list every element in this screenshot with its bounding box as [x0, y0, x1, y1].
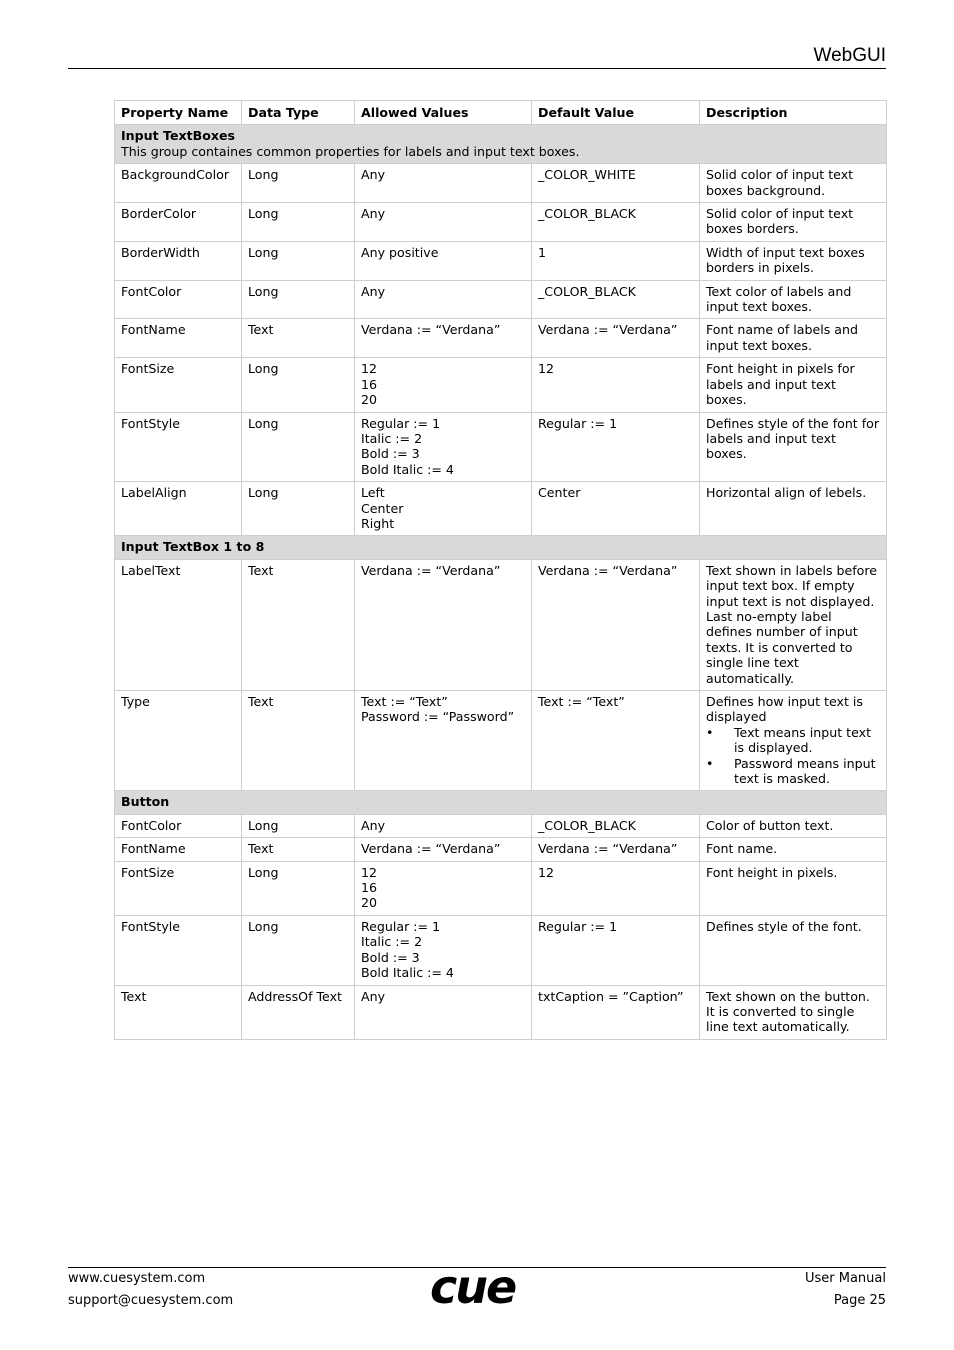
- group-header-row: [115, 536, 887, 559]
- data-type-cell: Text: [242, 319, 355, 358]
- property-name-cell: FontSize: [115, 861, 242, 915]
- group-description: This group containes common properties for labels and input text boxes.: [121, 143, 580, 159]
- group-title: Input TextBox 1 to 8: [121, 539, 265, 555]
- description-cell: Text shown on the button. It is converted to single line text automatically.: [700, 985, 887, 1039]
- data-type-cell: Long: [242, 482, 355, 536]
- allowed-values-cell: 12 16 20: [355, 358, 532, 412]
- default-value-cell: Verdana := “Verdana”: [532, 559, 700, 690]
- description-cell: Horizontal align of lebels.: [700, 482, 887, 536]
- table-row: [115, 358, 887, 412]
- property-name-cell: Text: [115, 985, 242, 1039]
- column-header: Allowed Values: [355, 101, 532, 125]
- description-cell: Solid color of input text boxes background.: [700, 164, 887, 203]
- property-name-cell: FontColor: [115, 814, 242, 837]
- header-divider: [68, 68, 886, 69]
- group-header-row: [115, 125, 887, 164]
- table-row: [115, 814, 887, 837]
- data-type-cell: Long: [242, 814, 355, 837]
- footer-contact: [68, 1268, 233, 1312]
- data-type-cell: Text: [242, 691, 355, 791]
- table-row: [115, 559, 887, 690]
- default-value-cell: 1: [532, 241, 700, 280]
- data-type-cell: Long: [242, 280, 355, 319]
- table-row: [115, 915, 887, 985]
- page-number: Page 25: [833, 1293, 886, 1308]
- description-cell: Defines style of the font.: [700, 915, 887, 985]
- default-value-cell: _COLOR_WHITE: [532, 164, 700, 203]
- default-value-cell: txtCaption = ”Caption”: [532, 985, 700, 1039]
- column-header: Description: [700, 101, 887, 125]
- default-value-cell: _COLOR_BLACK: [532, 280, 700, 319]
- group-title: Input TextBoxes: [121, 128, 236, 144]
- description-cell: Text color of labels and input text boxes.: [700, 280, 887, 319]
- property-name-cell: FontColor: [115, 280, 242, 319]
- property-name-cell: LabelAlign: [115, 482, 242, 536]
- description-cell: [700, 691, 887, 791]
- description-cell: Text shown in labels before input text box. If empty input text is not displayed. Last no-empty label defines number of input texts. It is converted to single line text automatically.: [700, 559, 887, 690]
- description-bullet-list: [706, 725, 880, 787]
- data-type-cell: AddressOf Text: [242, 985, 355, 1039]
- data-type-cell: Long: [242, 358, 355, 412]
- data-type-cell: Long: [242, 861, 355, 915]
- footer-page-info: [805, 1268, 886, 1312]
- properties-table: [114, 100, 887, 1040]
- table-row: [115, 985, 887, 1039]
- table-row: [115, 280, 887, 319]
- property-name-cell: FontStyle: [115, 412, 242, 482]
- table-row: [115, 838, 887, 861]
- property-name-cell: FontSize: [115, 358, 242, 412]
- table-row: [115, 861, 887, 915]
- table-row: [115, 203, 887, 242]
- default-value-cell: _COLOR_BLACK: [532, 203, 700, 242]
- table-row: [115, 241, 887, 280]
- default-value-cell: Regular := 1: [532, 915, 700, 985]
- description-cell: Font name of labels and input text boxes.: [700, 319, 887, 358]
- table-row: [115, 412, 887, 482]
- allowed-values-cell: Any: [355, 814, 532, 837]
- column-header: Data Type: [242, 101, 355, 125]
- default-value-cell: Text := “Text”: [532, 691, 700, 791]
- cue-logo: cue: [430, 1260, 516, 1314]
- default-value-cell: Center: [532, 482, 700, 536]
- description-cell: Font name.: [700, 838, 887, 861]
- default-value-cell: Verdana := “Verdana”: [532, 838, 700, 861]
- default-value-cell: _COLOR_BLACK: [532, 814, 700, 837]
- website-link[interactable]: www.cuesystem.com: [68, 1271, 206, 1286]
- allowed-values-cell: Regular := 1 Italic := 2 Bold := 3 Bold Italic := 4: [355, 412, 532, 482]
- table-header-row: [115, 101, 887, 125]
- table-row: [115, 164, 887, 203]
- allowed-values-cell: Any: [355, 280, 532, 319]
- data-type-cell: Long: [242, 915, 355, 985]
- list-item: • Password means input text is masked.: [706, 756, 880, 787]
- table-row: [115, 482, 887, 536]
- allowed-values-cell: Verdana := “Verdana”: [355, 559, 532, 690]
- allowed-values-cell: Left Center Right: [355, 482, 532, 536]
- allowed-values-cell: Any positive: [355, 241, 532, 280]
- data-type-cell: Long: [242, 164, 355, 203]
- data-type-cell: Long: [242, 203, 355, 242]
- allowed-values-cell: Regular := 1 Italic := 2 Bold := 3 Bold Italic := 4: [355, 915, 532, 985]
- data-type-cell: Text: [242, 559, 355, 690]
- table-row: [115, 691, 887, 791]
- property-name-cell: Type: [115, 691, 242, 791]
- description-cell: Color of button text.: [700, 814, 887, 837]
- property-name-cell: BorderColor: [115, 203, 242, 242]
- document-type: User Manual: [804, 1271, 886, 1286]
- property-name-cell: BorderWidth: [115, 241, 242, 280]
- allowed-values-cell: Verdana := “Verdana”: [355, 319, 532, 358]
- allowed-values-cell: 12 16 20: [355, 861, 532, 915]
- group-title: Button: [121, 794, 170, 810]
- allowed-values-cell: Any: [355, 203, 532, 242]
- data-type-cell: Text: [242, 838, 355, 861]
- property-name-cell: FontName: [115, 319, 242, 358]
- default-value-cell: 12: [532, 861, 700, 915]
- table-row: [115, 319, 887, 358]
- group-header-row: [115, 791, 887, 814]
- column-header: Default Value: [532, 101, 700, 125]
- default-value-cell: Regular := 1: [532, 412, 700, 482]
- description-cell: Font height in pixels for labels and input text boxes.: [700, 358, 887, 412]
- default-value-cell: 12: [532, 358, 700, 412]
- data-type-cell: Long: [242, 241, 355, 280]
- description-cell: Font height in pixels.: [700, 861, 887, 915]
- allowed-values-cell: Any: [355, 985, 532, 1039]
- property-name-cell: LabelText: [115, 559, 242, 690]
- page-header-title: WebGUI: [813, 45, 886, 66]
- allowed-values-cell: Text := “Text” Password := “Password”: [355, 691, 532, 791]
- column-header: Property Name: [115, 101, 242, 125]
- property-name-cell: FontStyle: [115, 915, 242, 985]
- allowed-values-cell: Verdana := “Verdana”: [355, 838, 532, 861]
- description-cell: Width of input text boxes borders in pixels.: [700, 241, 887, 280]
- allowed-values-cell: Any: [355, 164, 532, 203]
- description-cell: Solid color of input text boxes borders.: [700, 203, 887, 242]
- support-email-link[interactable]: support@cuesystem.com: [68, 1293, 234, 1308]
- description-text: Defines how input text is displayed: [706, 694, 863, 725]
- default-value-cell: Verdana := “Verdana”: [532, 319, 700, 358]
- list-item: • Text means input text is displayed.: [706, 725, 880, 756]
- description-cell: Defines style of the font for labels and input text boxes.: [700, 412, 887, 482]
- data-type-cell: Long: [242, 412, 355, 482]
- property-name-cell: BackgroundColor: [115, 164, 242, 203]
- property-name-cell: FontName: [115, 838, 242, 861]
